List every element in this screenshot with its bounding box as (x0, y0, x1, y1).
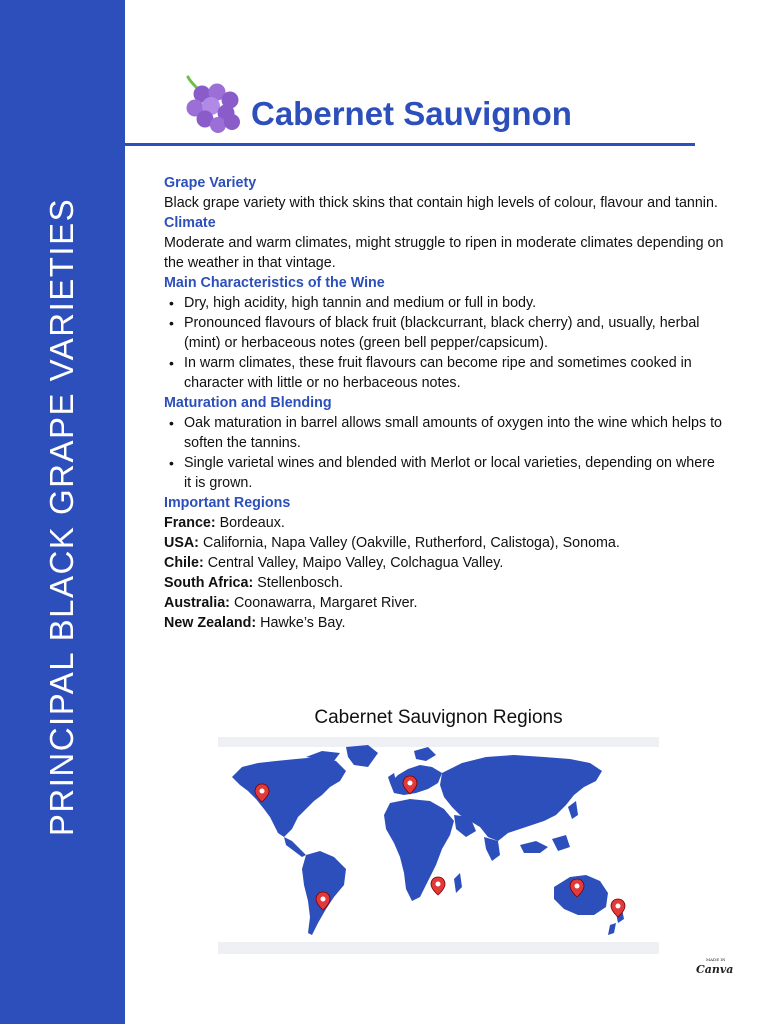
bullet-icon: • (169, 315, 174, 331)
section-heading-climate: Climate (164, 215, 216, 231)
maturation-list (164, 413, 724, 493)
list-item: • In warm climates, these fruit flavours can become ripe and sometimes cooked in character with little or no herbaceous notes. (169, 355, 692, 391)
map-title: Cabernet Sauvignon Regions (314, 707, 563, 728)
sidebar-vertical-label: PRINCIPAL BLACK GRAPE VARIETIES (43, 197, 80, 837)
world-map (218, 737, 659, 954)
list-item: • Pronounced flavours of black fruit (blackcurrant, black cherry) and, usually, herbal (mint) or herbaceous notes (green bell pepper/capsicum). (169, 315, 700, 351)
grape-bunch-icon (180, 73, 242, 135)
section-heading-maturation: Maturation and Blending (164, 395, 332, 411)
section-heading-characteristics: Main Characteristics of the Wine (164, 275, 385, 291)
grape-variety-text: Black grape variety with thick skins that contain high levels of colour, flavour and tannin. (164, 195, 718, 211)
page-title: Cabernet Sauvignon (251, 95, 572, 132)
content-body (164, 173, 724, 633)
title-divider (125, 143, 695, 146)
region-row-new-zealand: New Zealand: Hawke’s Bay. (164, 615, 346, 631)
list-item: • Dry, high acidity, high tannin and medium or full in body. (169, 295, 537, 311)
region-row-south-africa: South Africa: Stellenbosch. (164, 575, 344, 591)
list-item: • Oak maturation in barrel allows small amounts of oxygen into the wine which helps to soften the tannins. (169, 415, 722, 451)
characteristics-list (164, 293, 724, 393)
bullet-icon: • (169, 295, 174, 311)
continents (232, 745, 624, 935)
climate-text: Moderate and warm climates, might struggle to ripen in moderate climates depending on the weather in that vintage. (164, 235, 724, 271)
bullet-icon: • (169, 415, 174, 431)
bullet-icon: • (169, 355, 174, 371)
section-heading-grape-variety: Grape Variety (164, 175, 257, 191)
canva-watermark: MADE IN Canva (696, 957, 734, 976)
region-row-australia: Australia: Coonawarra, Margaret River. (164, 595, 418, 611)
region-row-usa: USA: California, Napa Valley (Oakville, Rutherford, Calistoga), Sonoma. (164, 535, 620, 551)
pin-icon-south-africa (431, 877, 445, 895)
sidebar-band (0, 0, 125, 1024)
list-item: • Single varietal wines and blended with Merlot or local varieties, depending on where it is grown. (169, 455, 715, 491)
bullet-icon: • (169, 455, 174, 471)
section-heading-regions: Important Regions (164, 495, 291, 511)
region-row-france: France: Bordeaux. (164, 515, 285, 531)
region-row-chile: Chile: Central Valley, Maipo Valley, Colchagua Valley. (164, 555, 504, 571)
